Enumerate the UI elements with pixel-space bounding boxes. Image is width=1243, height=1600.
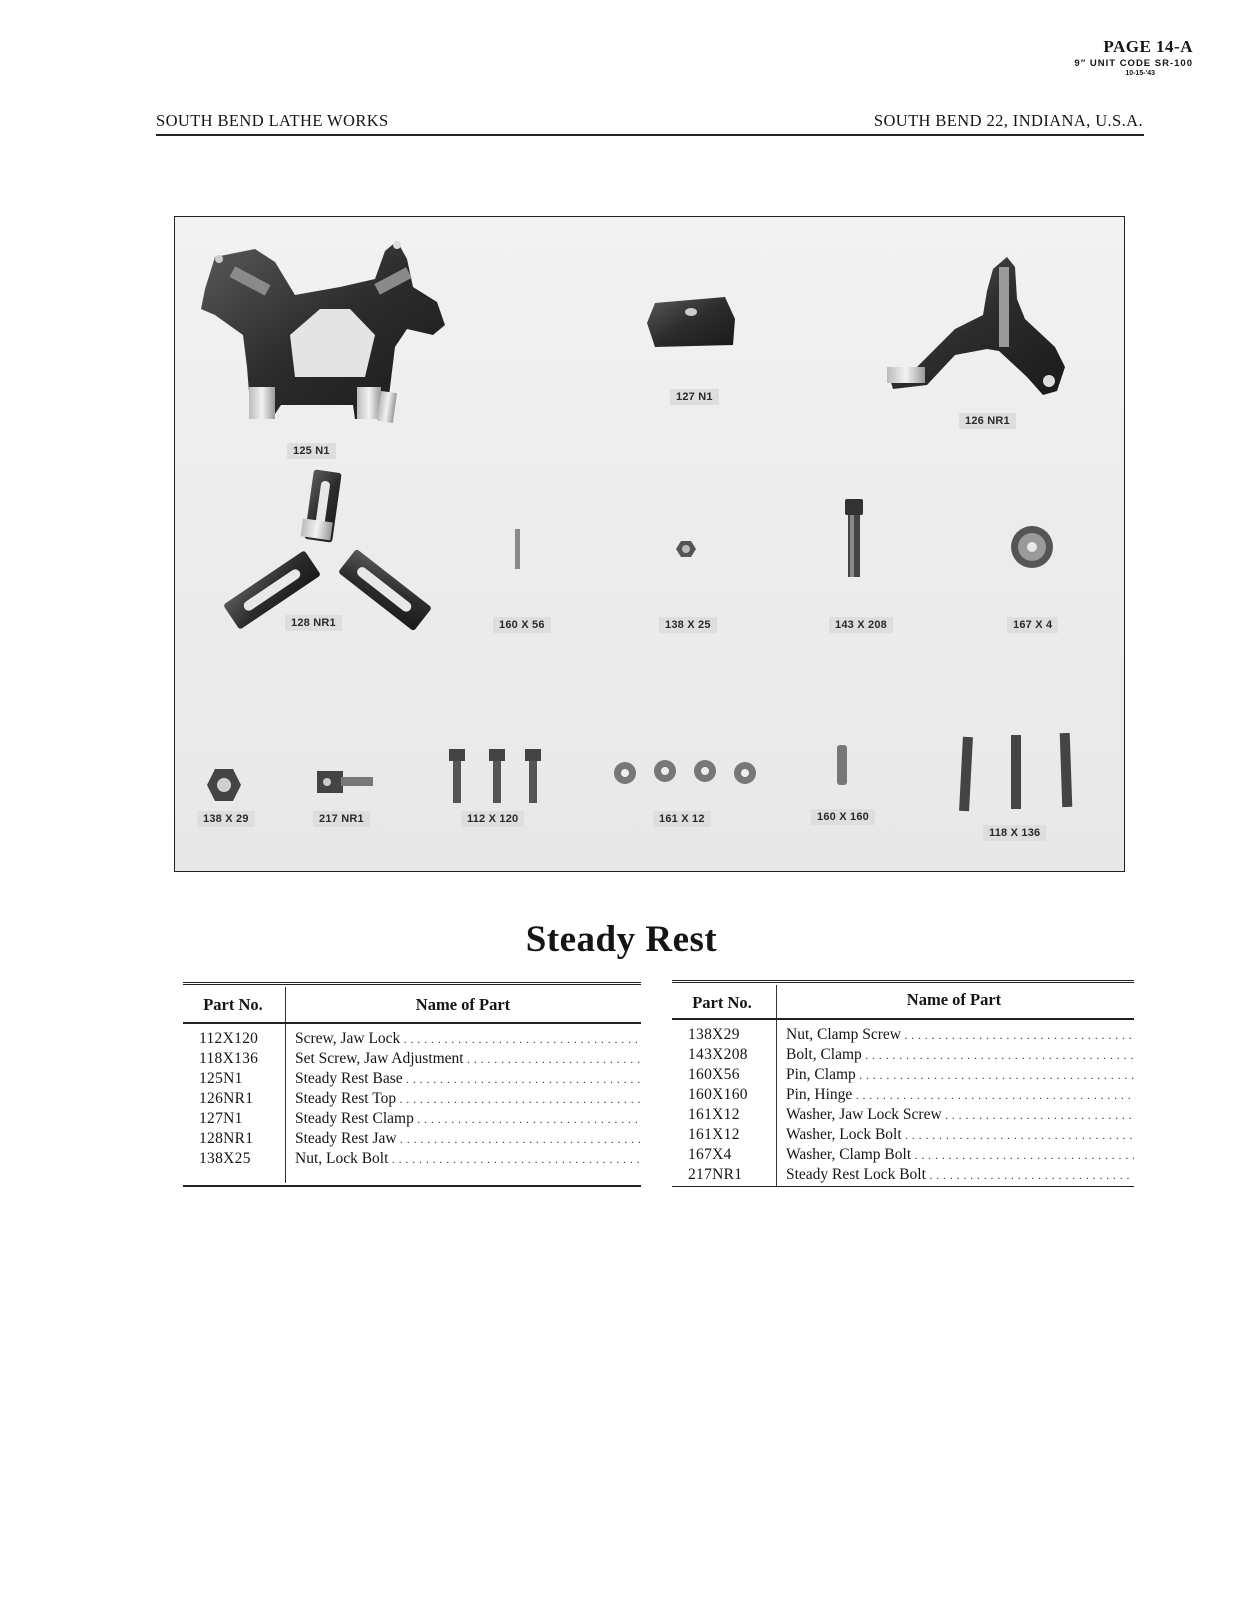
parts-photograph — [174, 216, 1125, 872]
table-row — [183, 1150, 641, 1170]
column-header-name: Name of Part — [415, 995, 511, 1014]
lock-bolt-nut-image — [676, 541, 696, 557]
steady-rest-base-image — [201, 241, 445, 423]
label-118x136: 118 X 136 — [983, 825, 1046, 841]
part-number: 161X12 — [688, 1106, 740, 1123]
label-217nr1: 217 NR1 — [313, 811, 370, 827]
section-title: Steady Rest — [525, 919, 718, 960]
part-number: 126NR1 — [199, 1090, 254, 1107]
table-row — [183, 1070, 641, 1090]
part-number: 160X160 — [688, 1086, 748, 1103]
table-row — [672, 1066, 1134, 1086]
part-number: 128NR1 — [199, 1130, 254, 1147]
part-number: 161X12 — [688, 1126, 740, 1143]
part-number: 127N1 — [199, 1110, 243, 1127]
jaw-lock-washers-image — [614, 760, 756, 784]
table-row — [672, 1146, 1134, 1166]
table-row — [183, 1050, 641, 1070]
table-row — [183, 1110, 641, 1130]
table-bottom-rule — [672, 1186, 1134, 1187]
part-name: Steady Rest Base . . . — [295, 1070, 641, 1088]
table-row — [672, 1126, 1134, 1146]
table-row — [672, 1086, 1134, 1106]
page-code-block — [993, 37, 1193, 77]
column-header-name: Name of Part — [906, 990, 1002, 1009]
clamp-bolt-image — [845, 499, 863, 577]
part-number: 138X29 — [688, 1026, 740, 1043]
header-rule — [156, 134, 1144, 136]
label-160x56: 160 X 56 — [493, 617, 551, 633]
part-name: Set Screw, Jaw Adjustment . . . — [295, 1050, 641, 1068]
part-number: 160X56 — [688, 1066, 740, 1083]
part-name: Steady Rest Lock Bolt . . . — [786, 1166, 1134, 1184]
label-112x120: 112 X 120 — [461, 811, 524, 827]
part-number: 118X136 — [199, 1050, 259, 1067]
clamp-pin-image — [515, 529, 520, 569]
steady-rest-clamp-image — [647, 297, 735, 347]
hinge-pin-image — [837, 745, 847, 785]
label-161x12: 161 X 12 — [653, 811, 711, 827]
table-bottom-rule — [183, 1185, 641, 1187]
label-167x4: 167 X 4 — [1007, 617, 1058, 633]
part-number: 138X25 — [199, 1150, 251, 1167]
header-company: SOUTH BEND LATHE WORKS — [156, 111, 389, 130]
part-number: 125N1 — [199, 1070, 243, 1087]
table-row — [183, 1090, 641, 1110]
part-number: 217NR1 — [688, 1166, 743, 1183]
part-number: 143X208 — [688, 1046, 748, 1063]
label-160x160: 160 X 160 — [811, 809, 875, 825]
steady-rest-jaw-image — [223, 469, 432, 631]
part-name: Steady Rest Clamp . . . — [295, 1110, 641, 1128]
header-rule — [672, 1018, 1134, 1020]
table-row — [183, 1130, 641, 1150]
clamp-screw-nut-image — [207, 769, 241, 801]
label-125n1: 125 N1 — [287, 443, 336, 459]
column-header-part-no: Part No. — [692, 993, 752, 1012]
part-name: Screw, Jaw Lock . . . — [295, 1030, 641, 1048]
part-name: Steady Rest Top . . . — [295, 1090, 641, 1108]
parts-illustration — [175, 217, 1125, 872]
header-rule — [183, 1022, 641, 1024]
column-header-part-no: Part No. — [203, 995, 263, 1014]
table-top-rule — [183, 982, 641, 985]
table-row — [183, 1030, 641, 1050]
unit-code: 9″ UNIT CODE SR-100 — [1074, 58, 1193, 69]
parts-table-right — [672, 980, 1134, 1190]
table-row — [672, 1026, 1134, 1046]
table-top-rule — [672, 980, 1134, 983]
part-name: Bolt, Clamp . . . — [786, 1046, 1134, 1064]
label-138x25: 138 X 25 — [659, 617, 717, 633]
part-name: Nut, Clamp Screw . . . — [786, 1026, 1134, 1044]
part-name: Pin, Hinge . . . — [786, 1086, 1134, 1104]
jaw-adjustment-set-screws-image — [959, 733, 1072, 811]
part-name: Nut, Lock Bolt . . . — [295, 1150, 641, 1168]
header-address: SOUTH BEND 22, INDIANA, U.S.A. — [873, 111, 1143, 130]
label-128nr1: 128 NR1 — [285, 615, 342, 631]
label-126nr1: 126 NR1 — [959, 413, 1016, 429]
part-name: Washer, Jaw Lock Screw . . . — [786, 1106, 1134, 1124]
label-127n1: 127 N1 — [670, 389, 719, 405]
page-number: PAGE 14-A — [1103, 37, 1193, 56]
table-row — [672, 1106, 1134, 1126]
part-number: 112X120 — [199, 1030, 259, 1047]
jaw-lock-screws-image — [449, 749, 541, 803]
steady-rest-top-image — [887, 257, 1065, 395]
label-143x208: 143 X 208 — [829, 617, 893, 633]
label-138x29: 138 X 29 — [197, 811, 255, 827]
clamp-bolt-washer-image — [1011, 526, 1053, 568]
table-row — [672, 1166, 1134, 1186]
parts-table-left — [183, 982, 641, 1192]
part-name: Washer, Lock Bolt . . . — [786, 1126, 1134, 1144]
part-name: Pin, Clamp . . . — [786, 1066, 1134, 1084]
part-name: Steady Rest Jaw . . . — [295, 1130, 641, 1148]
lock-bolt-image — [317, 771, 373, 793]
revision-date: 10-15-'43 — [1125, 70, 1155, 77]
part-name: Washer, Clamp Bolt . . . — [786, 1146, 1134, 1164]
part-number: 167X4 — [688, 1146, 732, 1163]
table-row — [672, 1046, 1134, 1066]
